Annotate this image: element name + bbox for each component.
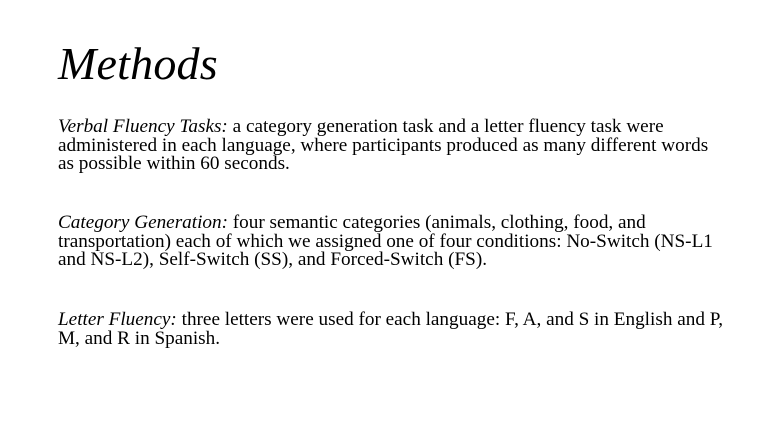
category-generation-text: four semantic categories (animals, clothing, food, and transportation) each of which we assigned one of four conditions: No-Switch (NS-L1 and NS-L2), Self-Switch (SS), and Forced-Switch (FS).	[58, 212, 713, 271]
verbal-fluency-heading: Verbal Fluency Tasks:	[58, 116, 228, 137]
category-generation-paragraph	[58, 214, 728, 270]
category-generation-heading: Category Generation:	[58, 212, 228, 233]
letter-fluency-heading: Letter Fluency:	[58, 309, 177, 330]
verbal-fluency-text: a category generation task and a letter fluency task were administered in each language, where participants produced as many different words as possible within 60 seconds.	[58, 116, 709, 175]
slide-title: Methods	[58, 38, 218, 89]
verbal-fluency-paragraph	[58, 118, 728, 174]
letter-fluency-paragraph	[58, 311, 728, 348]
letter-fluency-text: three letters were used for each language: F, A, and S in English and P, M, and R in Spanish.	[58, 309, 724, 349]
